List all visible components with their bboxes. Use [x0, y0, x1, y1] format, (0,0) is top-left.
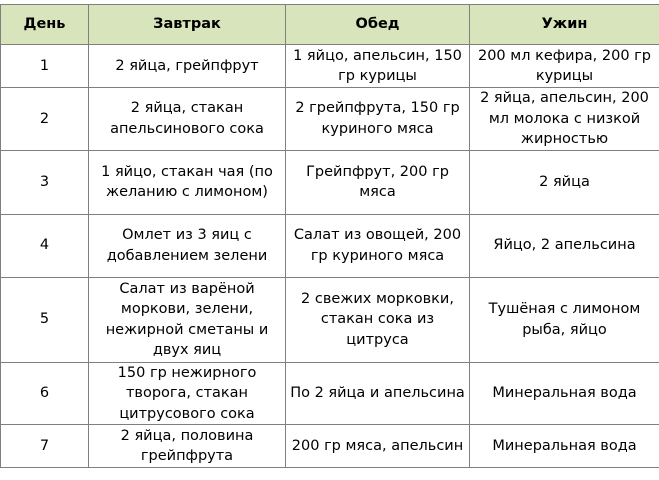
day-cell: 4 [1, 214, 89, 277]
breakfast-cell: 2 яйца, половина грейпфрута [89, 425, 286, 468]
table-row [1, 425, 659, 468]
lunch-cell: Грейпфрут, 200 гр мяса [286, 150, 470, 214]
header-breakfast: Завтрак [89, 5, 286, 45]
day-cell: 6 [1, 362, 89, 425]
breakfast-cell: 150 гр нежирного творога, стакан цитрусового сока [89, 362, 286, 425]
breakfast-cell: 1 яйцо, стакан чая (по желанию с лимоном) [89, 150, 286, 214]
day-cell: 2 [1, 88, 89, 151]
day-cell: 7 [1, 425, 89, 468]
table-row [1, 277, 659, 362]
dinner-cell: Минеральная вода [470, 362, 659, 425]
dinner-cell: Тушёная с лимоном рыба, яйцо [470, 277, 659, 362]
header-lunch: Обед [286, 5, 470, 45]
diet-menu-table [0, 4, 659, 468]
dinner-cell: Яйцо, 2 апельсина [470, 214, 659, 277]
dinner-cell: Минеральная вода [470, 425, 659, 468]
header-day: День [1, 5, 89, 45]
day-cell: 5 [1, 277, 89, 362]
breakfast-cell: 2 яйца, грейпфрут [89, 45, 286, 88]
lunch-cell: 1 яйцо, апельсин, 150 гр курицы [286, 45, 470, 88]
lunch-cell: 2 грейпфрута, 150 гр куриного мяса [286, 88, 470, 151]
day-cell: 1 [1, 45, 89, 88]
table-row [1, 150, 659, 214]
lunch-cell: По 2 яйца и апельсина [286, 362, 470, 425]
day-cell: 3 [1, 150, 89, 214]
table-row [1, 362, 659, 425]
header-dinner: Ужин [470, 5, 659, 45]
table-row [1, 45, 659, 88]
breakfast-cell: 2 яйца, стакан апельсинового сока [89, 88, 286, 151]
table-row [1, 88, 659, 151]
lunch-cell: 200 гр мяса, апельсин [286, 425, 470, 468]
lunch-cell: 2 свежих морковки, стакан сока из цитруса [286, 277, 470, 362]
dinner-cell: 2 яйца, апельсин, 200 мл молока с низкой жирностью [470, 88, 659, 151]
table-header-row [1, 5, 659, 45]
breakfast-cell: Салат из варёной моркови, зелени, нежирной сметаны и двух яиц [89, 277, 286, 362]
breakfast-cell: Омлет из 3 яиц с добавлением зелени [89, 214, 286, 277]
lunch-cell: Салат из овощей, 200 гр куриного мяса [286, 214, 470, 277]
dinner-cell: 2 яйца [470, 150, 659, 214]
dinner-cell: 200 мл кефира, 200 гр курицы [470, 45, 659, 88]
table-row [1, 214, 659, 277]
